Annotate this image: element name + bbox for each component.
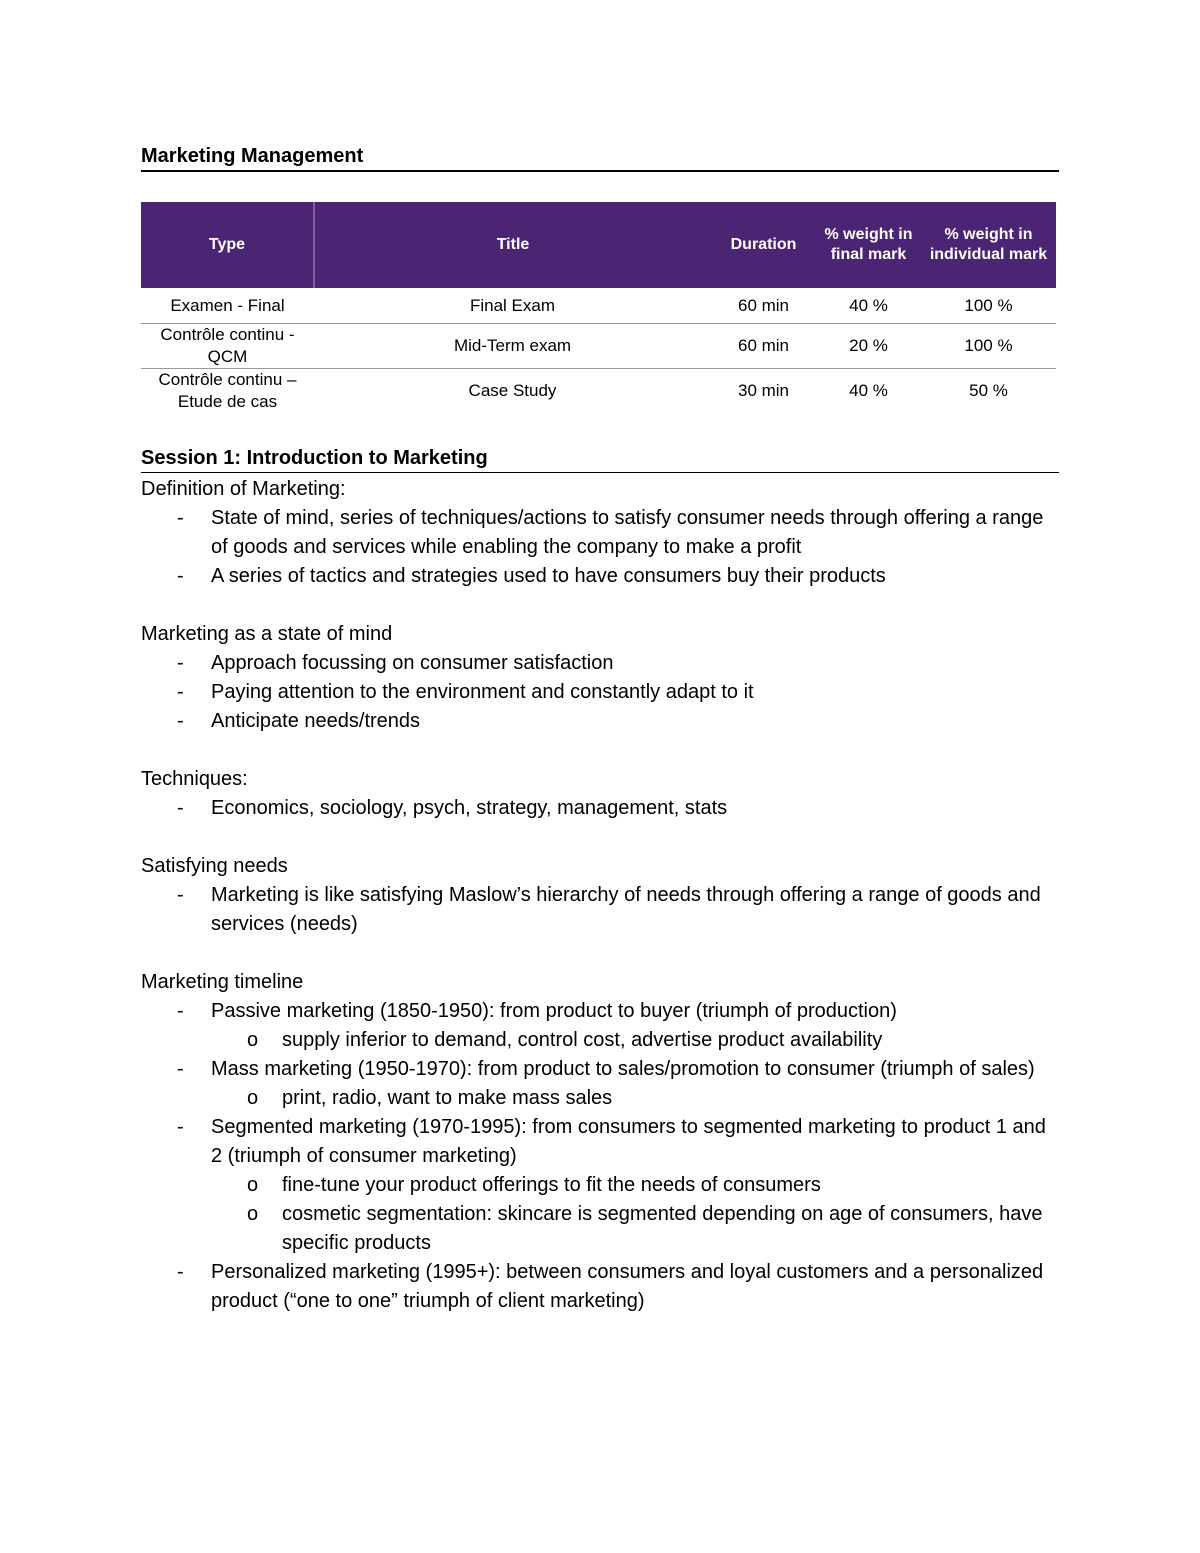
cell-individual-weight: 100 %: [921, 324, 1056, 369]
table-row: [141, 288, 1056, 324]
cell-individual-weight: 100 %: [921, 288, 1056, 324]
state-of-mind-heading: Marketing as a state of mind: [141, 623, 393, 645]
sub-list: [211, 1026, 1059, 1055]
circle-bullet: o: [247, 1174, 259, 1196]
timeline-list: [141, 997, 1059, 1316]
list-item: [141, 504, 1059, 562]
dash-bullet: -: [177, 652, 184, 674]
dash-bullet: -: [177, 1058, 184, 1080]
list-item: [141, 1055, 1059, 1113]
list-item: [141, 997, 1059, 1055]
sub-list-item: [211, 1026, 1059, 1055]
list-item: [141, 794, 1059, 823]
techniques-heading: Techniques:: [141, 768, 248, 790]
dash-bullet: -: [177, 1261, 184, 1283]
list-item: [141, 707, 1059, 736]
list-item-text: Marketing is like satisfying Maslow’s hierarchy of needs through offering a range of goods and services (needs): [211, 884, 1041, 935]
dash-bullet: -: [177, 1000, 184, 1022]
state-of-mind-list: [141, 649, 1059, 736]
cell-type-l1: Contrôle continu -: [160, 325, 295, 344]
cell-type: Examen - Final: [141, 288, 314, 324]
header-individual-weight-l1: % weight in: [944, 226, 1033, 243]
list-item-text: Economics, sociology, psych, strategy, management, stats: [211, 797, 728, 819]
list-item-text: A series of tactics and strategies used to have consumers buy their products: [211, 565, 886, 587]
dash-bullet: -: [177, 797, 184, 819]
header-individual-weight: [921, 202, 1056, 288]
cell-individual-weight: 50 %: [969, 381, 1008, 400]
header-duration: Duration: [711, 202, 816, 288]
sub-list-item-text: print, radio, want to make mass sales: [282, 1087, 613, 1109]
circle-bullet: o: [247, 1087, 259, 1109]
list-item: [141, 562, 1059, 591]
dash-bullet: -: [177, 507, 184, 529]
list-item-text: State of mind, series of techniques/actions to satisfy consumer needs through offering a range of goods and services while enabling the company to make a profit: [211, 507, 1044, 558]
table-header-row: [141, 202, 1056, 288]
header-type: Type: [141, 202, 314, 288]
sub-list-item: [211, 1200, 1059, 1258]
list-item-text: Approach focussing on consumer satisfaction: [211, 652, 614, 674]
cell-final-weight: 20 %: [816, 324, 921, 369]
list-item-text: Passive marketing (1850-1950): from product to buyer (triumph of production): [211, 1000, 897, 1022]
sub-list-item: [211, 1171, 1059, 1200]
course-title: Marketing Management: [141, 143, 1059, 172]
dash-bullet: -: [177, 565, 184, 587]
cell-duration: 60 min: [711, 324, 816, 369]
table-row: [141, 324, 1056, 369]
cell-type: [141, 369, 314, 414]
assessment-table: [141, 202, 1056, 413]
cell-type-l1: Contrôle continu –: [158, 370, 297, 389]
session-heading: Session 1: Introduction to Marketing: [141, 445, 1059, 473]
cell-final-weight: 40 %: [816, 288, 921, 324]
dash-bullet: -: [177, 681, 184, 703]
dash-bullet: -: [177, 1116, 184, 1138]
list-item-text: Mass marketing (1950-1970): from product to sales/promotion to consumer (triumph of sales): [211, 1058, 1035, 1080]
dash-bullet: -: [177, 884, 184, 906]
circle-bullet: o: [247, 1203, 259, 1225]
header-title: Title: [314, 202, 711, 288]
circle-bullet: o: [247, 1029, 259, 1051]
list-item: [141, 881, 1059, 939]
cell-final-weight: 40 %: [849, 381, 888, 400]
cell-type: [141, 324, 314, 369]
list-item-text: Paying attention to the environment and constantly adapt to it: [211, 681, 754, 703]
timeline-heading: Marketing timeline: [141, 971, 304, 993]
sub-list-item-text: cosmetic segmentation: skincare is segmented depending on age of consumers, have specific products: [282, 1203, 1043, 1254]
cell-title: Case Study: [468, 381, 557, 400]
techniques-list: [141, 794, 1059, 823]
list-item-text: Segmented marketing (1970-1995): from consumers to segmented marketing to product 1 and 2 (triumph of consumer marketing): [211, 1116, 1046, 1167]
list-item-text: Anticipate needs/trends: [211, 710, 421, 732]
cell-duration: 60 min: [711, 288, 816, 324]
cell-type-l2: QCM: [207, 347, 248, 366]
needs-list: [141, 881, 1059, 939]
header-final-weight: [816, 202, 921, 288]
cell-title: Mid-Term exam: [314, 324, 711, 369]
sub-list: [211, 1171, 1059, 1258]
definition-heading: Definition of Marketing:: [141, 478, 346, 500]
list-item: [141, 1113, 1059, 1258]
definition-list: [141, 504, 1059, 591]
sub-list-item: [211, 1084, 1059, 1113]
list-item-text: Personalized marketing (1995+): between consumers and loyal customers and a personalized product (“one to one” triumph of client marketing): [211, 1261, 1044, 1312]
dash-bullet: -: [177, 710, 184, 732]
sub-list-item-text: fine-tune your product offerings to fit the needs of consumers: [282, 1174, 821, 1196]
cell-duration: 30 min: [737, 381, 790, 400]
header-final-weight-l2: final mark: [830, 246, 907, 263]
sub-list: [211, 1084, 1059, 1113]
needs-heading: Satisfying needs: [141, 855, 288, 877]
header-final-weight-l1: % weight in: [824, 226, 913, 243]
list-item: [141, 678, 1059, 707]
header-individual-weight-l2: individual mark: [929, 246, 1048, 263]
list-item: [141, 649, 1059, 678]
session-notes: [141, 475, 1059, 1316]
cell-title: Final Exam: [314, 288, 711, 324]
cell-type-l2: Etude de cas: [177, 392, 278, 411]
table-row: [141, 369, 1056, 414]
sub-list-item-text: supply inferior to demand, control cost, advertise product availability: [282, 1029, 883, 1051]
list-item: [141, 1258, 1059, 1316]
